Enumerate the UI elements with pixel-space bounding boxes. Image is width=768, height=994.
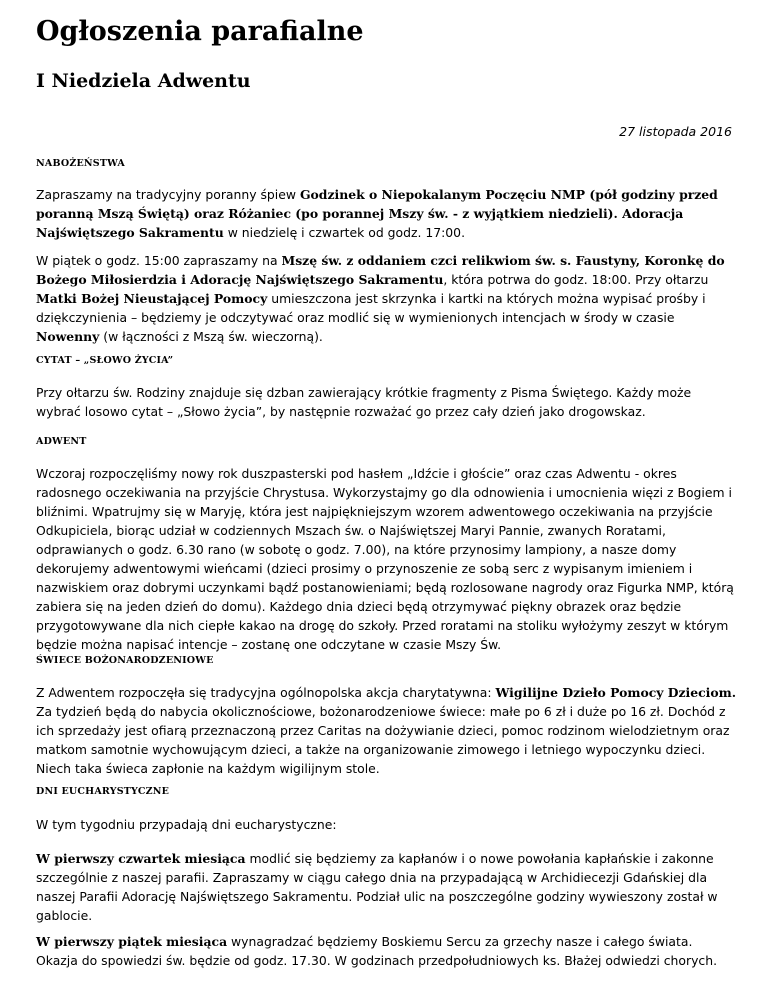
section-heading-dni-eucharystyczne: DNI EUCHARYSTYCZNE	[36, 786, 170, 797]
page-title: Ogłoszenia parafialne	[36, 16, 364, 47]
section-heading-cytat: CYTAT – „SŁOWO ŻYCIA”	[36, 355, 174, 366]
paragraph-swiece: Z Adwentem rozpoczęła się tradycyjna ogólnopolska akcja charytatywna: Wigilijne Dzieło Pomocy Dzieciom. Za tydzień będą do nabycia okolicznościowe, bożonarodzeniowe świece: małe po 6 zł i duże po 16 zł. Dochód z ich sprzedaży jest ofiarą przeznaczoną przez Caritas na dożywianie dzieci, pomoc rodzinom wielodzietnym oraz matkom samotnie wychowującym dzieci, a także na organizowanie zimowego i letniego wypoczynku dzieci. Niech taka świeca zapłonie na każdym wigilijnym stole.	[36, 685, 737, 776]
paragraph-slowo-zycia: Przy ołtarzu św. Rodziny znajduje się dzban zawierający krótkie fragmenty z Pisma Świętego. Każdy może wybrać losowo cytat – „Słowo życia”, by następnie rozważać go przez cały dzień jako drogowskaz.	[36, 385, 692, 419]
paragraph-adwent: Wczoraj rozpoczęliśmy nowy rok duszpasterski pod hasłem „Idźcie i głoście” oraz czas Adwentu - okres radosnego oczekiwania na przyjście Chrystusa. Wykorzystajmy go dla odnowienia i umocnienia więzi z Bogiem i bliźnimi. Wpatrujmy się w Maryję, która jest najpiękniejszym wzorem adwentowego oczekiwania na przyjście Odkupiciela, biorąc udział w codziennych Mszach św. o Najświętszej Maryi Pannie, zwanych Roratami, odprawianych o godz. 6.30 rano (w sobotę o godz. 7.00), na które przynosimy lampiony, a nasze domy dekorujemy adwentowymi wieńcami (dzieci prosimy o przynoszenie ze sobą serc z wypisanym imieniem i nazwiskiem oraz dobrymi uczynkami bądź postanowieniami; będą rozlosowane nagrody oraz Figurka NMP, którą zabiera się na jeden dzień do domu). Każdego dnia dzieci będą otrzymywać piękny obrazek oraz będzie przygotowywane dla nich ciepłe kakao na drogę do szkoły. Przed roratami na stoliku wyłożymy zeszyt w którym będzie można napisać intencje – zostanę one odczytane w czasie Mszy Św.	[36, 466, 734, 652]
paragraph-friday-mass: W piątek o godz. 15:00 zapraszamy na Mszę św. z oddaniem czci relikwiom św. s. Faustyny, Koronkę do Bożego Miłosierdzia i Adorację Najświętszego Sakramentu, która potrwa do godz. 18:00. Przy ołtarzu Matki Bożej Nieustającej Pomocy umieszczona jest skrzynka i kartki na których można wypisać prośby i dziękczynienia – będziemy je odczytywać oraz modlić się w wymienionych intencjach w środy w czasie Nowenny (w łączności z Mszą św. wieczorną).	[36, 253, 725, 344]
bulletin-date: 27 listopada 2016	[619, 124, 732, 139]
paragraph-pierwszy-czwartek: W pierwszy czwartek miesiąca modlić się będziemy za kapłanów i o nowe powołania kapłańskie i zakonne szczególnie z naszej parafii. Zapraszamy w ciągu całego dnia na przypadającą w Archidiecezji Gdańskiej dla naszej Parafii Adorację Najświętszego Sakramentu. Podział ulic na poszczególne godziny wywieszony został w gablocie.	[36, 851, 718, 923]
section-heading-adwent: ADWENT	[36, 436, 87, 447]
paragraph-dni-intro: W tym tygodniu przypadają dni eucharystyczne:	[36, 817, 337, 832]
section-heading-swiece: ŚWIECE BOŻONARODZENIOWE	[36, 655, 214, 666]
paragraph-godzinki: Zapraszamy na tradycyjny poranny śpiew Godzinek o Niepokalanym Poczęciu NMP (pół godziny przed poranną Mszą Świętą) oraz Różaniec (po porannej Mszy św. - z wyjątkiem niedzieli). Adoracja Najświętszego Sakramentu w niedzielę i czwartek od godz. 17:00.	[36, 187, 718, 240]
paragraph-pierwszy-piatek: W pierwszy piątek miesiąca wynagradzać będziemy Boskiemu Sercu za grzechy nasze i całego świata. Okazja do spowiedzi św. będzie od godz. 17.30. W godzinach przedpołudniowych ks. Błażej odwiedzi chorych.	[36, 934, 718, 968]
page-subtitle: I Niedziela Adwentu	[36, 70, 251, 92]
section-heading-nabozenstwa: NABOŻEŃSTWA	[36, 158, 125, 169]
